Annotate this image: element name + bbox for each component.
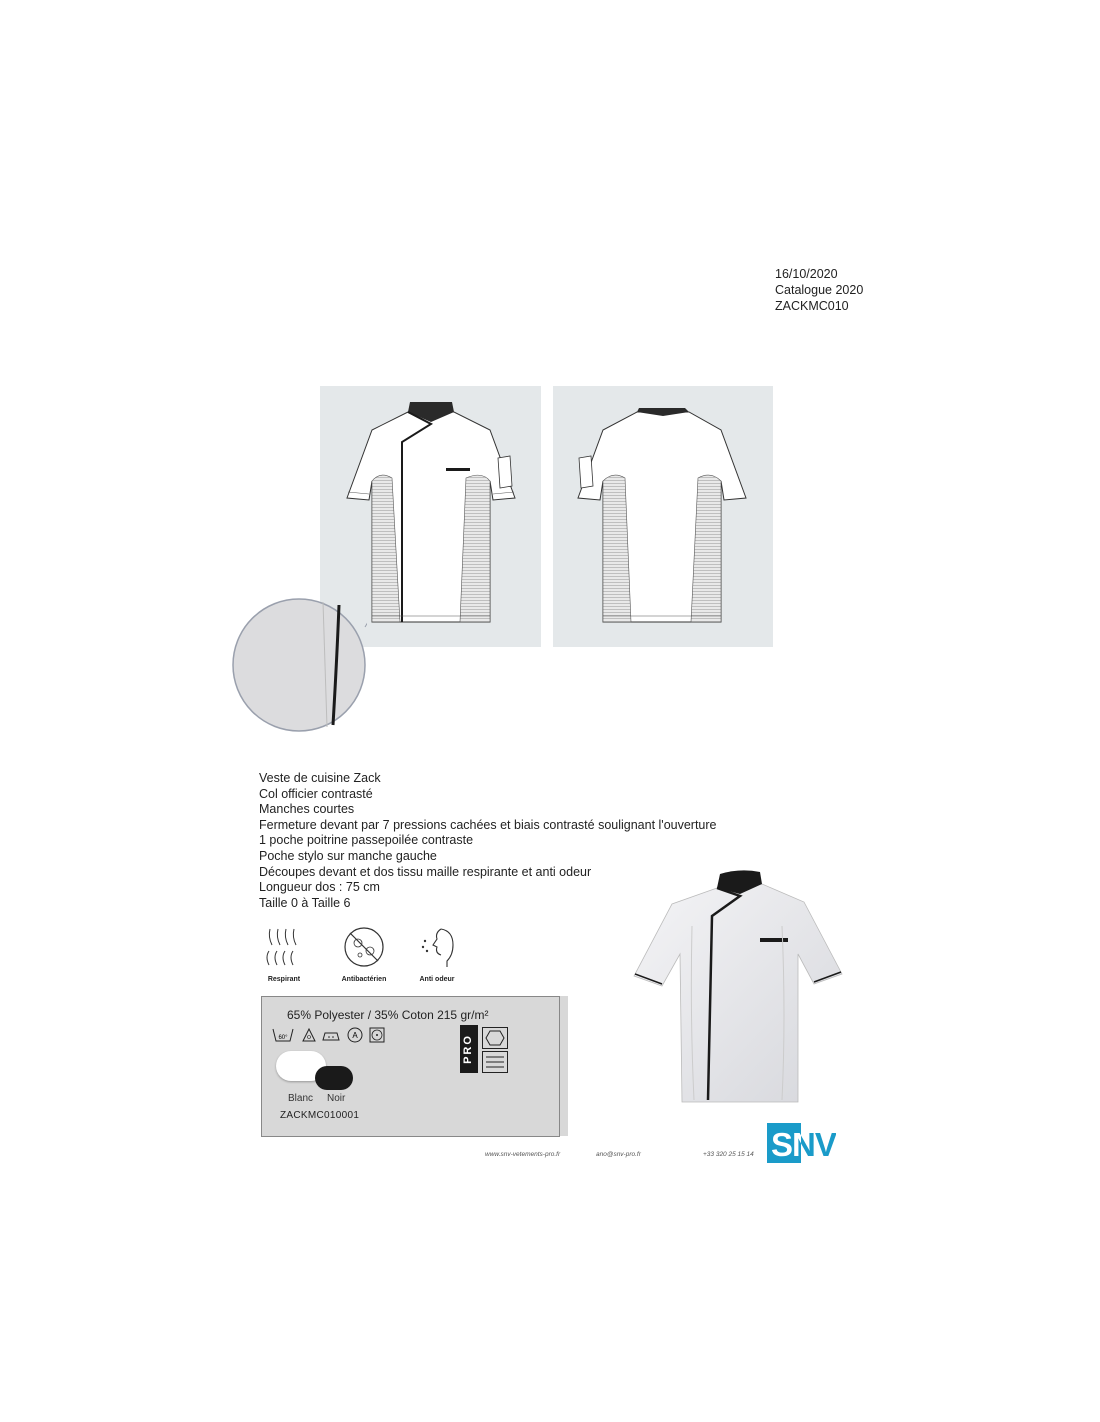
wash-temp: 60°: [278, 1035, 288, 1041]
date: 16/10/2020: [775, 267, 838, 281]
hexagon-icon: [482, 1027, 508, 1049]
description-line: Veste de cuisine Zack: [259, 771, 381, 785]
dry-clean-a-icon: [348, 1028, 362, 1042]
fabric-detail-zoom: [231, 597, 367, 733]
description-line: Découpes devant et dos tissu maille respirante et anti odeur: [259, 864, 592, 879]
snv-logo: [767, 1123, 856, 1163]
tumble-dry-icon: [370, 1028, 384, 1042]
feature-label: Anti odeur: [419, 976, 455, 983]
footer-website[interactable]: www.snv-vetements-pro.fr: [485, 1151, 561, 1158]
description-line: Longueur dos : 75 cm: [259, 880, 380, 895]
stripes-icon: [482, 1051, 508, 1073]
no-bleach-icon: [303, 1029, 315, 1041]
logo-text: SNV: [771, 1126, 836, 1163]
feature-label: Respirant: [267, 976, 301, 983]
footer-phone: +33 320 25 15 14: [703, 1151, 754, 1158]
catalogue: Catalogue 2020: [775, 283, 864, 297]
description-line: Manches courtes: [259, 802, 355, 817]
swatch-label-black: Noir: [327, 1093, 346, 1104]
header-meta: [775, 266, 863, 314]
feature-antibacterial: [334, 925, 394, 983]
iron-icon: [323, 1033, 339, 1040]
dry-clean-letter: A: [352, 1031, 358, 1040]
feature-label: Antibactérien: [341, 976, 387, 983]
color-code: ZACKMC010001: [280, 1110, 360, 1121]
care-icons: [271, 1026, 391, 1044]
breathable-icon: [260, 925, 308, 969]
product-photo: [632, 866, 844, 1110]
description-line: Col officier contrasté: [259, 786, 373, 801]
feature-breathable: [256, 925, 312, 983]
swatch-label-white: Blanc: [288, 1093, 314, 1104]
footer-email[interactable]: ano@snv-pro.fr: [596, 1151, 641, 1158]
jacket-photo-illustration: [632, 866, 844, 1110]
pro-label: PRO: [462, 1034, 474, 1064]
description-line: Fermeture devant par 7 pressions cachées et biais contrasté soulignant l'ouverture: [259, 817, 717, 832]
description-line: 1 poche poitrine passepoilée contraste: [259, 833, 474, 848]
description-line: Poche stylo sur manche gauche: [259, 848, 437, 863]
jacket-back-drawing: [553, 386, 773, 647]
reference: ZACKMC010: [775, 299, 849, 313]
antibacterial-icon: [342, 925, 386, 969]
description-line: Taille 0 à Taille 6: [259, 895, 351, 910]
wash-60-icon: [273, 1029, 293, 1041]
fabric-composition: 65% Polyester / 35% Coton 215 gr/m²: [287, 1008, 489, 1022]
swatch-black[interactable]: [315, 1066, 353, 1090]
feature-anti-odor: [410, 925, 464, 983]
anti-odor-icon: [415, 925, 459, 969]
back-drawing: [553, 386, 773, 647]
pro-certification-badge: [460, 1025, 508, 1075]
